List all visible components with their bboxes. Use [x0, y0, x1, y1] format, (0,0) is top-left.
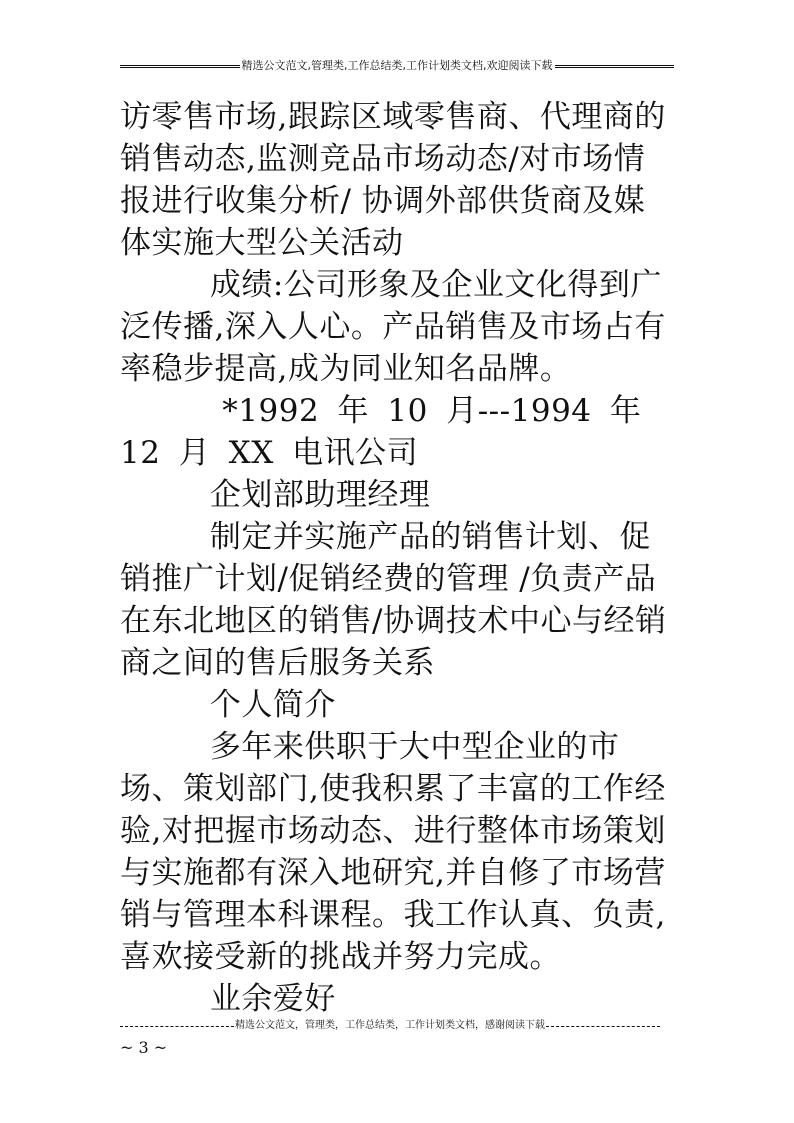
footer-banner: [120, 1019, 660, 1033]
page-number: ~ 3 ~: [120, 1038, 168, 1057]
header-rule-left: [120, 65, 240, 68]
section-heading-profile: 个人简介: [209, 687, 336, 723]
paragraph-duties-continued: 访零售市场,跟踪区域零售商、代理商的销售动态,监测竞品市场动态/对市场情报进行收集分析/ 协调外部供货商及媒体实施大型公关活动: [120, 99, 666, 261]
paragraph-profile: 多年来供职于大中型企业的市场、策划部门,使我积累了丰富的工作经验,对把握市场动态、进行整体市场策划与实施都有深入地研究,并自修了市场营销与管理本科课程。我工作认真、负责,喜欢接受新的挑战并努力完成。: [120, 729, 666, 975]
footer-rule-left: [120, 1026, 234, 1027]
footer-rule-right: [546, 1026, 660, 1027]
paragraph-employment-period: *1992 年 10 月---1994 年 12 月 XX 电讯公司: [120, 393, 642, 471]
header-banner: [120, 58, 674, 74]
footer-banner-text: 精选公文范文，管理类，工作总结类，工作计划类文档，感谢阅读下载: [235, 1020, 545, 1031]
header-rule-right: [555, 65, 675, 68]
document-body: [120, 96, 676, 1020]
paragraph-job-title: 企划部助理经理: [209, 477, 431, 513]
paragraph-job-duties: 制定并实施产品的销售计划、促销推广计划/促销经费的管理 /负责产品在东北地区的销售/协调技术中心与经销商之间的售后服务关系: [120, 519, 667, 681]
header-banner-text: 精选公文范文,管理类,工作总结类,工作计划类文档,欢迎阅读下载: [241, 59, 553, 72]
paragraph-achievements: 成绩:公司形象及企业文化得到广泛传播,深入人心。产品销售及市场占有率稳步提高,成为同业知名品牌。: [120, 267, 666, 387]
section-heading-hobbies: 业余爱好: [209, 981, 336, 1017]
